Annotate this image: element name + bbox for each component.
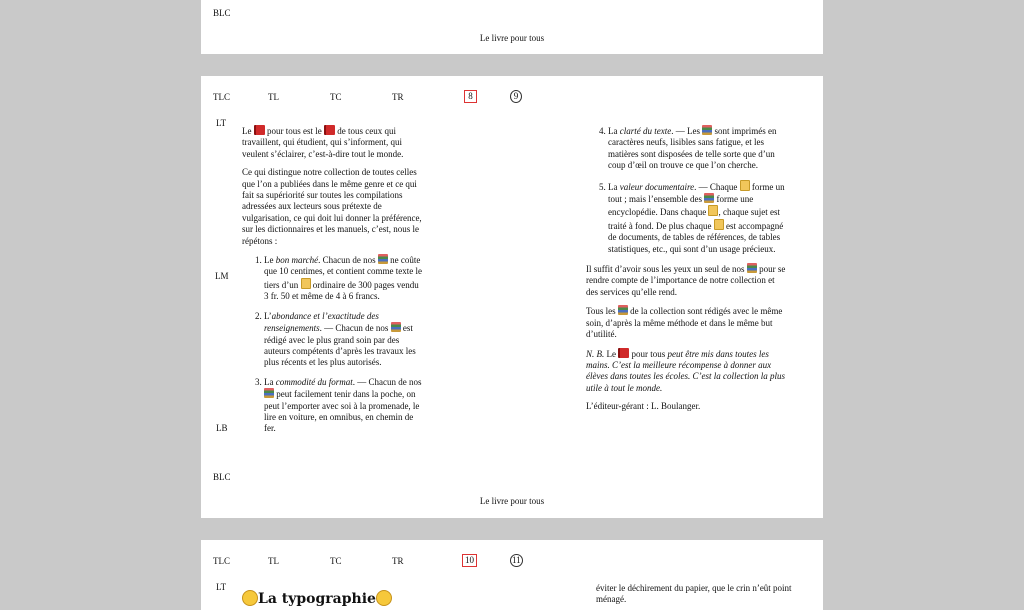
page-number-left[interactable] [462, 554, 477, 567]
stacked-books-icon [264, 388, 274, 398]
book-page-icon [714, 219, 724, 230]
book-page-icon [301, 278, 311, 289]
page-number-right-text: 9 [510, 90, 522, 103]
page-previous [201, 0, 823, 54]
page-number-left[interactable] [464, 90, 477, 103]
book-page-icon [740, 180, 750, 191]
corner-label-blc: BLC [213, 472, 231, 482]
page-number-left-text: 8 [464, 90, 477, 103]
right-column [586, 125, 786, 420]
list-item: 2. L’abondance et l’exactitude des renseignements. — Chacun de nos est rédigé avec le plus grand soin par des auteurs compétents d’après les travaux les plus récents et les plus autorisés. [264, 311, 424, 369]
chapter-heading-text: La typographie [258, 591, 376, 607]
page-number-right[interactable] [510, 90, 522, 103]
laughing-face-icon [242, 590, 258, 606]
features-list [242, 254, 424, 435]
stacked-books-icon [618, 305, 628, 315]
header-tc: TC [330, 92, 342, 102]
page-spread-10-11 [201, 540, 823, 610]
header-tl: TL [268, 92, 279, 102]
header-tr: TR [392, 92, 404, 102]
page-number-right[interactable] [510, 554, 523, 567]
margin-lt: LT [216, 582, 227, 592]
laughing-face-icon [376, 590, 392, 606]
chapter-heading [242, 590, 392, 608]
header-tr: TR [392, 556, 404, 566]
margin-lb: LB [216, 423, 228, 433]
tous-paragraph: Tous les de la collection sont rédigés avec le même soin, d’après la même méthode et dans le même but d’utilité. [586, 306, 783, 340]
footer-title: Le livre pour tous [479, 496, 545, 506]
red-book-icon [618, 348, 629, 358]
stacked-books-icon [702, 125, 712, 135]
stacked-books-icon [391, 322, 401, 332]
features-list-continued [586, 125, 786, 255]
header-tc: TC [330, 556, 342, 566]
list-item: 4. La clarté du texte. — Les sont imprimés en caractères neufs, lisibles sans fatigue, et les matières sont disposées de telle sorte que d’un coup d’œil on trouve ce que l’on cherche. [608, 125, 786, 172]
red-book-icon [324, 125, 335, 135]
stacked-books-icon [704, 193, 714, 203]
book-page-icon [708, 205, 718, 216]
header-tl: TL [268, 556, 279, 566]
list-item: 3. La commodité du format. — Chacun de nos peut facilement tenir dans la poche, on peut l’emporter avec soi à la promenade, le lire en voiture, en omnibus, en chemin de fer. [264, 377, 424, 435]
right-column: éviter le déchirement du papier, que le crin n’eût point ménagé. [596, 583, 792, 605]
margin-lm: LM [215, 271, 229, 281]
page-number-left-text: 10 [462, 554, 477, 567]
signature: L’éditeur-gérant : L. Boulanger. [586, 401, 701, 412]
stacked-books-icon [378, 254, 388, 264]
red-book-icon [254, 125, 265, 135]
margin-lt: LT [216, 118, 227, 128]
distinction-paragraph: Ce qui distingue notre collection de toutes celles que l’on a publiées dans le même genre et ce qui fait sa supériorité sur toutes les compilations adressées aux lecteurs sous prétexte de vulgarisation, ce qui doit lui donner la préférence, sur les dictionnaires et les manuels, c’est, nous le répétons : [242, 167, 422, 246]
nb-paragraph: N. B. Le pour tous peut être mis dans toutes les mains. C’est la meilleure récompense à donner aux élèves dans toutes les écoles. C’est la collection la plus utile à tout le monde. [586, 348, 785, 393]
suffit-paragraph: Il suffit d’avoir sous les yeux un seul de nos pour se rendre compte de l’importance de notre collection et des services qu’elle rend. [586, 264, 786, 297]
intro-paragraph: Le pour tous est le de tous ceux qui travaillent, qui étudient, qui s’informent, qui veulent s’éclairer, c’est-à-dire tout le monde. [242, 126, 404, 159]
left-column [242, 125, 424, 443]
page-spread-8-9 [201, 76, 823, 518]
page-number-right-text: 11 [512, 555, 521, 565]
footer-title: Le livre pour tous [479, 33, 545, 43]
header-tlc: TLC [213, 556, 230, 566]
corner-label-blc: BLC [213, 8, 231, 18]
header-tlc: TLC [213, 92, 230, 102]
list-item: 5. La valeur documentaire. — Chaque forme un tout ; mais l’ensemble des forme une encyclopédie. Dans chaque , chaque sujet est traité à fond. De plus chaque est accompagné de documents, de tables de références, de tables statistiques, etc., qui sont d’un usage précieux. [608, 180, 786, 255]
stacked-books-icon [747, 263, 757, 273]
list-item: 1. Le bon marché. Chacun de nos ne coûte que 10 centimes, et contient comme texte le tiers d’un ordinaire de 300 pages vendu 3 fr. 50 et même de 4 à 6 francs. [264, 254, 424, 303]
